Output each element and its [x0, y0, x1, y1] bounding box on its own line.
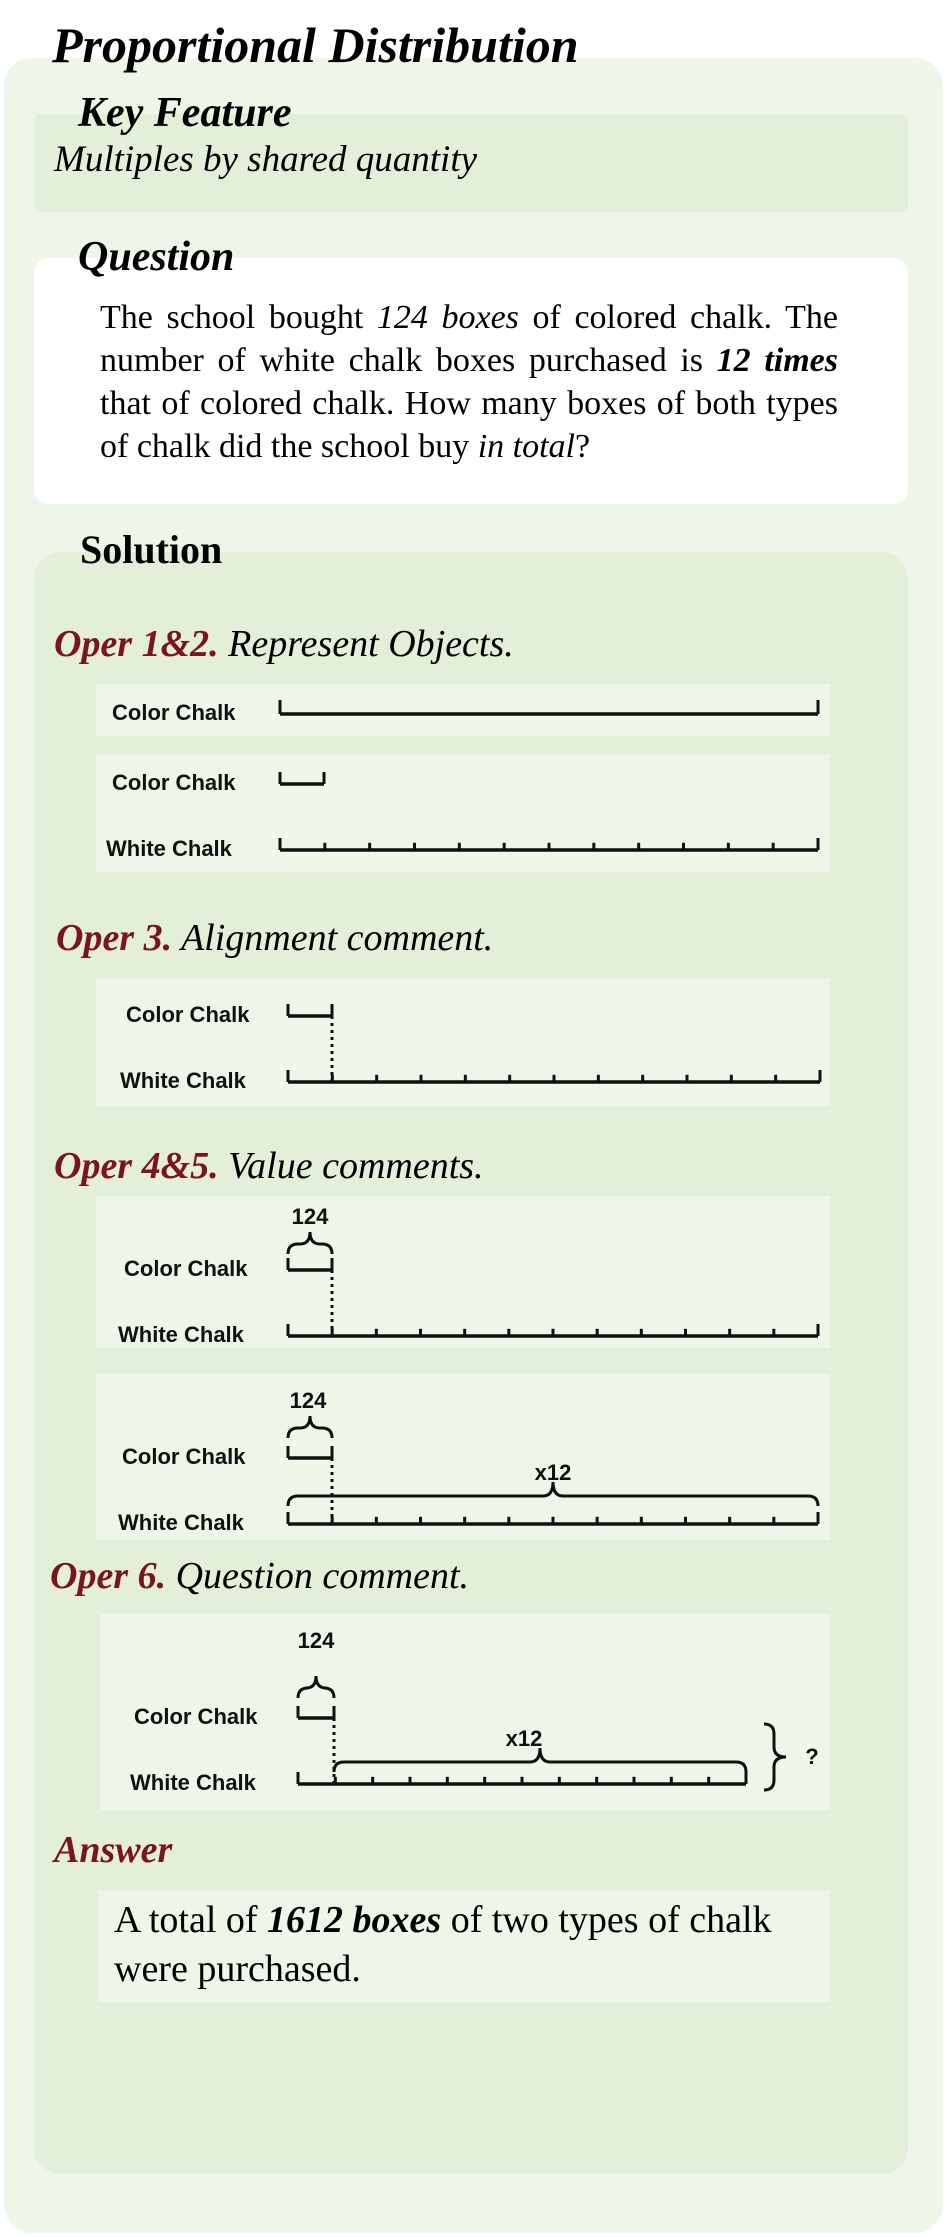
value-label: 124: [291, 1204, 329, 1229]
value-label: 124: [297, 1628, 335, 1653]
text-run: of two types of chalk were purchased.: [114, 1899, 772, 1990]
diagram-panel-color-only: [96, 684, 830, 736]
white-chalk-label: White Chalk: [118, 1322, 244, 1347]
white-chalk-label: White Chalk: [118, 1510, 244, 1535]
text-run: 124 boxes: [376, 299, 519, 336]
diagram-svg: [96, 1196, 830, 1348]
color-chalk-label: Color Chalk: [124, 1256, 248, 1281]
text-run: A total of: [114, 1899, 268, 1941]
total-question-brace: [764, 1724, 786, 1790]
answer-text: [114, 1896, 834, 1994]
step-alignment-comment: [56, 918, 493, 960]
diagram-panel-represent: [96, 754, 830, 872]
diagram-svg: [96, 1374, 830, 1540]
text-run: 1612 boxes: [267, 1899, 442, 1941]
answer-heading: Answer: [54, 1829, 173, 1871]
diagram-panel-multiple: [96, 1374, 830, 1540]
color-chalk-label: Color Chalk: [112, 700, 236, 725]
step-label: Oper 4&5.: [54, 1145, 219, 1187]
white-chalk-label: White Chalk: [130, 1770, 256, 1795]
question-heading: Question: [78, 234, 235, 280]
multiple-brace: [288, 1482, 818, 1506]
color-chalk-label: Color Chalk: [122, 1444, 246, 1469]
value-brace: [288, 1232, 332, 1254]
step-label: Oper 6.: [50, 1555, 167, 1597]
step-label: Oper 3.: [56, 917, 173, 959]
key-feature-heading: Key Feature: [78, 90, 292, 136]
step-text: Represent Objects.: [228, 623, 514, 665]
step-value-comments: [54, 1146, 484, 1188]
text-run: that of colored chalk. How many boxes of both types of chalk did the school buy: [100, 385, 838, 465]
step-text: Question comment.: [175, 1555, 469, 1597]
color-chalk-label: Color Chalk: [126, 1002, 250, 1027]
white-chalk-label: White Chalk: [106, 836, 232, 861]
key-feature-text: Multiples by shared quantity: [54, 139, 478, 180]
step-label: Oper 1&2.: [54, 623, 219, 665]
value-brace: [298, 1676, 334, 1698]
solution-heading: Solution: [80, 527, 223, 572]
text-run: in total: [477, 428, 575, 465]
text-run: of colored chalk. The number of white chalk boxes purchased is: [100, 299, 838, 379]
diagram-svg: [96, 684, 830, 736]
diagram-svg: [96, 978, 830, 1106]
diagram-panel-value: [96, 1196, 830, 1348]
value-label: 124: [289, 1388, 327, 1413]
text-run: 12 times: [716, 342, 838, 379]
text-run: The school bought: [100, 299, 377, 336]
multiple-label: x12: [534, 1460, 572, 1485]
white-chalk-label: White Chalk: [120, 1068, 246, 1093]
question-text: [100, 296, 838, 468]
color-chalk-label: Color Chalk: [112, 770, 236, 795]
step-text: Alignment comment.: [180, 917, 494, 959]
question-mark: ?: [805, 1744, 819, 1769]
multiple-brace: [334, 1748, 746, 1772]
text-run: ?: [575, 428, 591, 465]
diagram-svg: [96, 754, 830, 872]
diagram-panel-question: [100, 1614, 830, 1810]
diagram-svg: [100, 1614, 830, 1810]
color-chalk-label: Color Chalk: [134, 1704, 258, 1729]
page-title: Proportional Distribution: [52, 17, 579, 73]
value-brace: [288, 1416, 332, 1438]
multiple-label: x12: [505, 1726, 543, 1751]
diagram-panel-alignment: [96, 978, 830, 1106]
step-represent-objects: [54, 624, 514, 666]
step-text: Value comments.: [228, 1145, 484, 1187]
step-question-comment: [50, 1556, 469, 1598]
